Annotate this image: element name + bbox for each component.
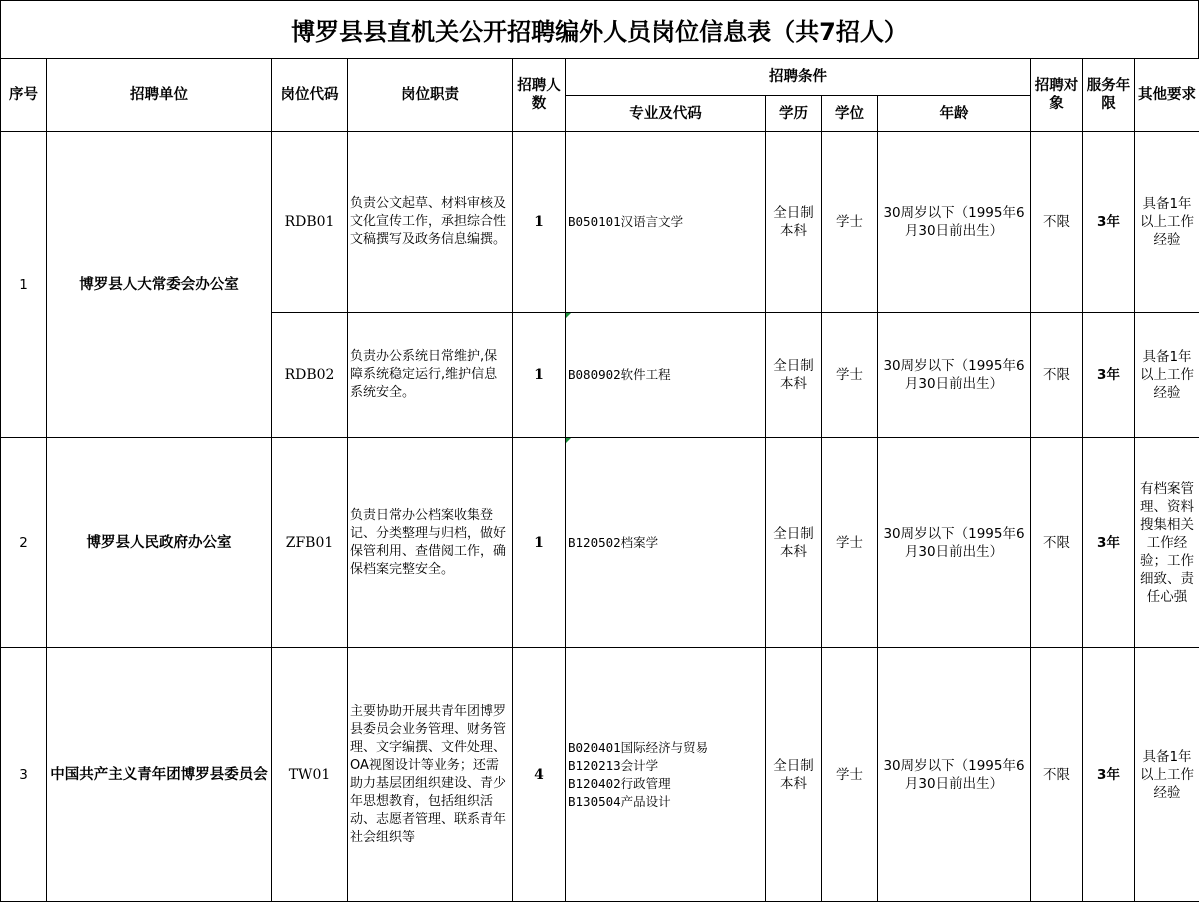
header-seq: 序号 <box>1 59 47 132</box>
cell-service: 3年 <box>1083 132 1135 313</box>
cell-seq: 1 <box>1 132 47 438</box>
cell-major <box>566 313 766 438</box>
cell-count: 4 <box>513 648 566 902</box>
cell-degree: 学士 <box>822 438 878 648</box>
cell-target: 不限 <box>1031 132 1083 313</box>
cell-other: 具备1年以上工作经验 <box>1135 648 1199 902</box>
table-row <box>1 648 1199 902</box>
major-item: B080902软件工程 <box>568 367 671 382</box>
cell-degree: 学士 <box>822 648 878 902</box>
cell-count: 1 <box>513 132 566 313</box>
cell-service: 3年 <box>1083 313 1135 438</box>
cell-education: 全日制本科 <box>766 438 822 648</box>
cell-target: 不限 <box>1031 648 1083 902</box>
cell-seq: 2 <box>1 438 47 648</box>
header-degree: 学位 <box>822 96 878 132</box>
header-age: 年龄 <box>878 96 1031 132</box>
cell-post-code: TW01 <box>272 648 348 902</box>
cell-service: 3年 <box>1083 648 1135 902</box>
header-row-top <box>1 59 1199 96</box>
header-other: 其他要求 <box>1135 59 1199 132</box>
cell-other: 具备1年以上工作经验 <box>1135 313 1199 438</box>
cell-major <box>566 438 766 648</box>
header-major: 专业及代码 <box>566 96 766 132</box>
cell-seq: 3 <box>1 648 47 902</box>
cell-education: 全日制本科 <box>766 132 822 313</box>
cell-duty: 负责公文起草、材料审核及文化宣传工作，承担综合性文稿撰写及政务信息编撰。 <box>348 132 513 313</box>
major-item: B020401国际经济与贸易 <box>568 739 709 755</box>
header-unit: 招聘单位 <box>47 59 272 132</box>
cell-age: 30周岁以下（1995年6月30日前出生） <box>878 132 1031 313</box>
cell-education: 全日制本科 <box>766 313 822 438</box>
major-item: B120502档案学 <box>568 534 659 550</box>
cell-unit: 博罗县人民政府办公室 <box>47 438 272 648</box>
header-post-code: 岗位代码 <box>272 59 348 132</box>
header-count: 招聘人数 <box>513 59 566 132</box>
header-conditions: 招聘条件 <box>566 59 1031 96</box>
cell-education: 全日制本科 <box>766 648 822 902</box>
cell-age: 30周岁以下（1995年6月30日前出生） <box>878 438 1031 648</box>
cell-count: 1 <box>513 438 566 648</box>
recruitment-table <box>0 58 1199 902</box>
major-item: B050101汉语言文学 <box>568 214 684 229</box>
cell-unit: 博罗县人大常委会办公室 <box>47 132 272 438</box>
major-item: B130504产品设计 <box>568 793 671 809</box>
cell-major <box>566 132 766 313</box>
cell-duty: 主要协助开展共青年团博罗县委员会业务管理、财务管理、文字编撰、文件处理、OA视图设计等业务；还需助力基层团组织建设、青少年思想教育，包括组织活动、志愿者管理、联系青年社会组织等 <box>348 648 513 902</box>
cell-post-code: RDB02 <box>272 313 348 438</box>
cell-service: 3年 <box>1083 438 1135 648</box>
table-row <box>1 132 1199 313</box>
cell-other: 有档案管理、资料搜集相关工作经验；工作细致、责任心强 <box>1135 438 1199 648</box>
sheet-title: 博罗县县直机关公开招聘编外人员岗位信息表（共7招人） <box>0 0 1199 58</box>
cell-major <box>566 648 766 902</box>
header-duty: 岗位职责 <box>348 59 513 132</box>
cell-unit: 中国共产主义青年团博罗县委员会 <box>47 648 272 902</box>
cell-target: 不限 <box>1031 313 1083 438</box>
cell-degree: 学士 <box>822 132 878 313</box>
cell-age: 30周岁以下（1995年6月30日前出生） <box>878 313 1031 438</box>
header-target: 招聘对象 <box>1031 59 1083 132</box>
cell-post-code: RDB01 <box>272 132 348 313</box>
cell-duty: 负责日常办公档案收集登记、分类整理与归档，做好保管利用、查借阅工作，确保档案完整安全。 <box>348 438 513 648</box>
header-education: 学历 <box>766 96 822 132</box>
table-row <box>1 438 1199 648</box>
cell-post-code: ZFB01 <box>272 438 348 648</box>
cell-count: 1 <box>513 313 566 438</box>
header-service: 服务年限 <box>1083 59 1135 132</box>
cell-duty: 负责办公系统日常维护,保障系统稳定运行,维护信息系统安全。 <box>348 313 513 438</box>
cell-age: 30周岁以下（1995年6月30日前出生） <box>878 648 1031 902</box>
major-item: B120213会计学 <box>568 757 659 773</box>
cell-other: 具备1年以上工作经验 <box>1135 132 1199 313</box>
cell-degree: 学士 <box>822 313 878 438</box>
cell-target: 不限 <box>1031 438 1083 648</box>
major-item: B120402行政管理 <box>568 775 671 791</box>
